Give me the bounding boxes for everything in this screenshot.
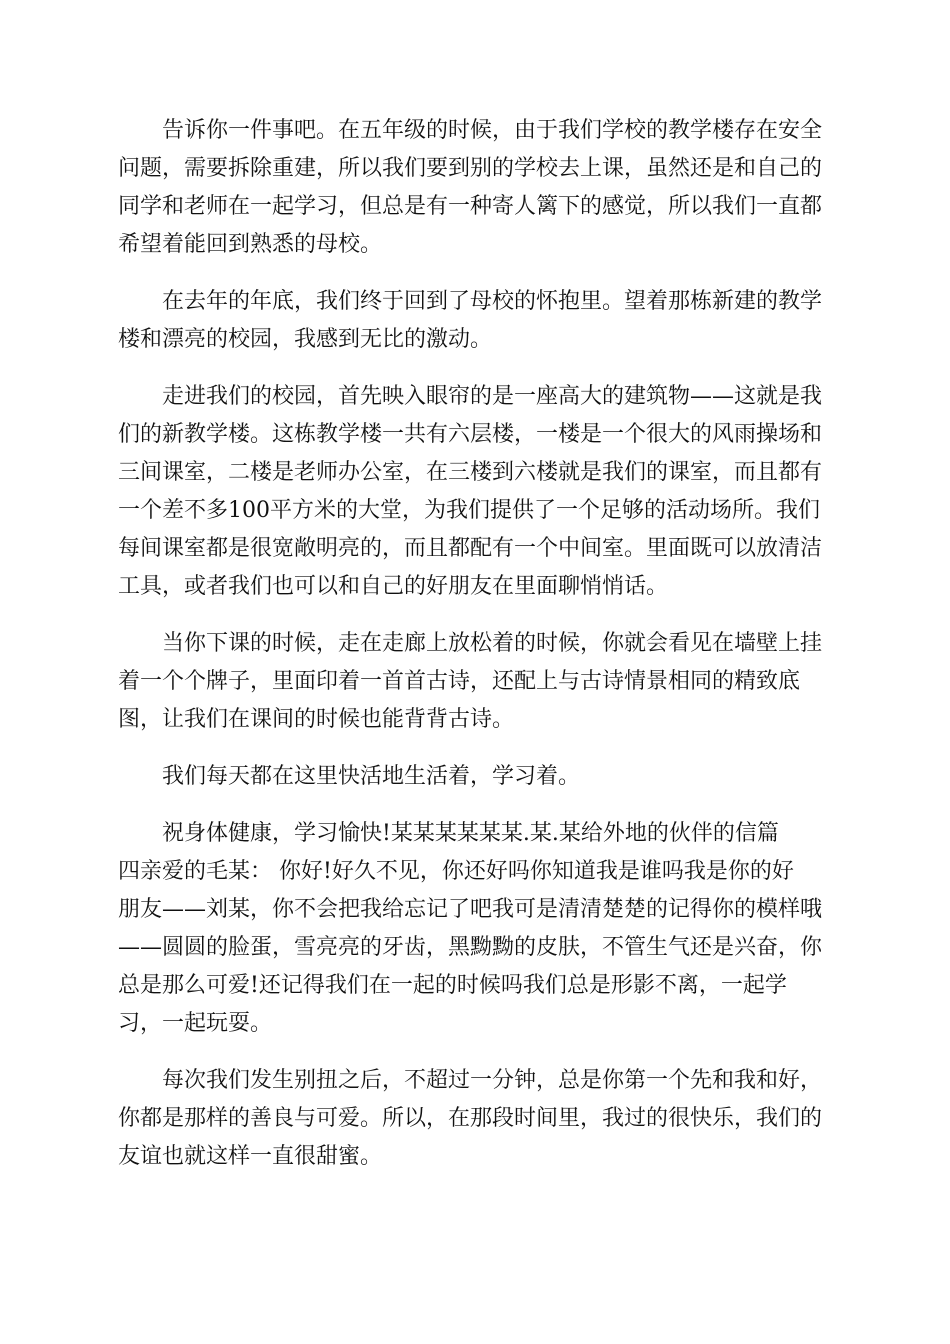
text-line: 三间课室，二楼是老师办公室，在三楼到六楼就是我们的课室，而且都有	[118, 460, 823, 485]
document-body	[118, 112, 833, 1195]
text-line: 告诉你一件事吧。在五年级的时候，由于我们学校的教学楼存在安全	[162, 118, 823, 143]
text-line: 问题，需要拆除重建，所以我们要到别的学校去上课，虽然还是和自己的	[118, 156, 823, 181]
paragraph-1	[118, 112, 833, 264]
text-line: 工具，或者我们也可以和自己的好朋友在里面聊悄悄话。	[118, 574, 669, 599]
text-line: 一个差不多100平方米的大堂，为我们提供了一个足够的活动场所。我们	[118, 498, 820, 523]
text-line: 总是那么可爱!还记得我们在一起的时候吗我们总是形影不离，一起学	[118, 973, 787, 998]
paragraph-4	[118, 625, 833, 739]
text-line: ——圆圆的脸蛋，雪亮亮的牙齿，黑黝黝的皮肤，不管生气还是兴奋，你	[118, 935, 823, 960]
paragraph-7	[118, 1062, 833, 1176]
text-line: 你都是那样的善良与可爱。所以，在那段时间里，我过的很快乐，我们的	[118, 1106, 823, 1131]
text-line: 在去年的年底，我们终于回到了母校的怀抱里。望着那栋新建的教学	[162, 289, 823, 314]
text-line: 习，一起玩耍。	[118, 1011, 273, 1036]
text-line: 们的新教学楼。这栋教学楼一共有六层楼，一楼是一个很大的风雨操场和	[118, 422, 823, 447]
paragraph-2	[118, 283, 833, 359]
text-line: 当你下课的时候，走在走廊上放松着的时候，你就会看见在墙壁上挂	[162, 631, 823, 656]
text-line: 每次我们发生别扭之后，不超过一分钟，总是你第一个先和我和好，	[162, 1068, 823, 1093]
paragraph-6	[118, 815, 833, 1043]
text-line: 我们每天都在这里快活地生活着，学习着。	[162, 764, 581, 789]
text-line: 朋友——刘某，你不会把我给忘记了吧我可是清清楚楚的记得你的模样哦	[118, 897, 823, 922]
text-line: 图，让我们在课间的时候也能背背古诗。	[118, 707, 515, 732]
text-line: 每间课室都是很宽敞明亮的，而且都配有一个中间室。里面既可以放清洁	[118, 536, 823, 561]
paragraph-3	[118, 378, 833, 606]
text-line: 同学和老师在一起学习，但总是有一种寄人篱下的感觉，所以我们一直都	[118, 194, 823, 219]
text-line: 着一个个牌子，里面印着一首首古诗，还配上与古诗情景相同的精致底	[118, 669, 801, 694]
text-line: 祝身体健康，学习愉快!某某某某某某.某.某给外地的伙伴的信篇	[162, 821, 779, 846]
text-line: 友谊也就这样一直很甜蜜。	[118, 1144, 383, 1169]
text-line: 希望着能回到熟悉的母校。	[118, 232, 383, 257]
text-line: 四亲爱的毛某： 你好!好久不见，你还好吗你知道我是谁吗我是你的好	[118, 859, 794, 884]
text-line: 楼和漂亮的校园，我感到无比的激动。	[118, 327, 493, 352]
paragraph-5	[118, 758, 833, 796]
text-line: 走进我们的校园，首先映入眼帘的是一座高大的建筑物——这就是我	[162, 384, 823, 409]
